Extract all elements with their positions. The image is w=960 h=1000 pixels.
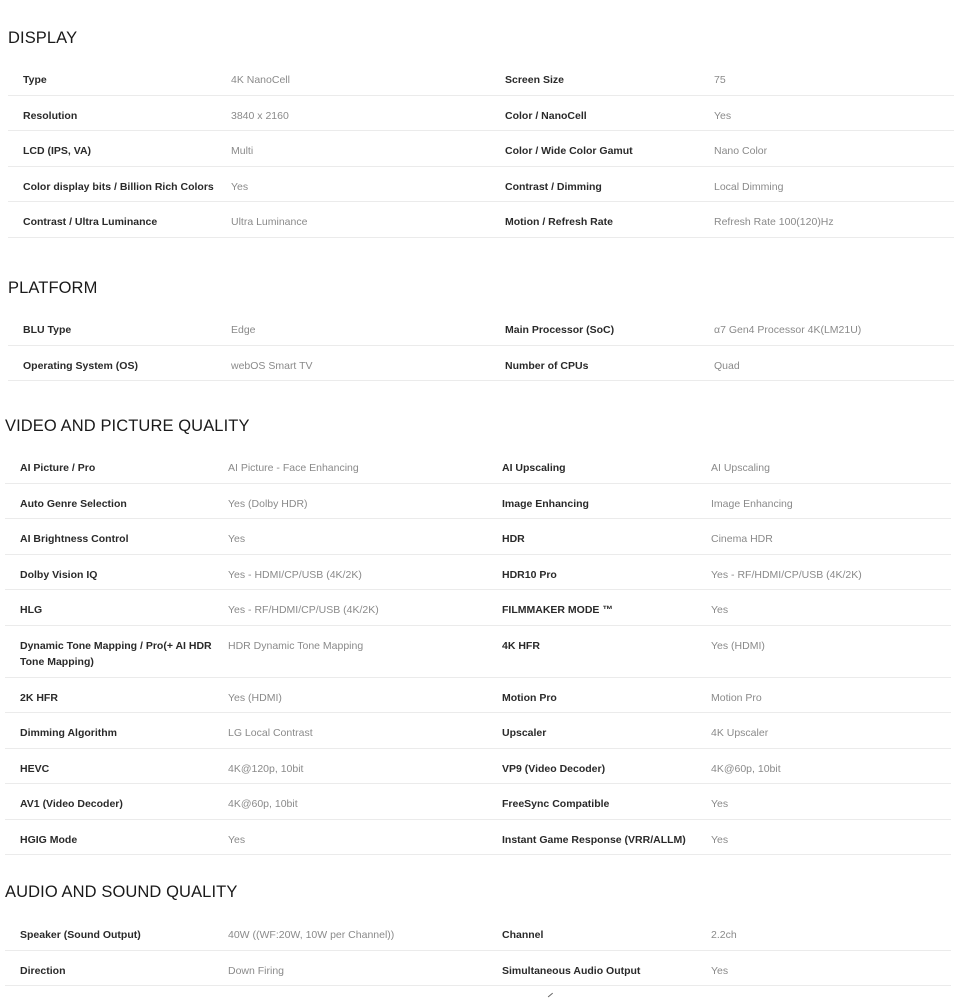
cutoff-glyph (548, 993, 556, 1000)
spec-label: AI Brightness Control (20, 533, 129, 545)
spec-row (5, 590, 951, 626)
spec-value: Motion Pro (711, 691, 762, 704)
spec-value: 4K@120p, 10bit (228, 762, 304, 775)
audio-spec-table (5, 915, 951, 986)
audio-section-title: AUDIO AND SOUND QUALITY (5, 883, 238, 901)
spec-value: AI Picture - Face Enhancing (228, 462, 359, 474)
spec-label: Dimming Algorithm (20, 727, 118, 739)
spec-value: Multi (231, 145, 254, 157)
spec-row (8, 131, 954, 167)
spec-row (8, 96, 954, 132)
spec-label: Contrast / Dimming (505, 180, 602, 193)
spec-value: Down Firing (228, 964, 285, 977)
spec-label: Motion / Refresh Rate (505, 216, 613, 228)
spec-row (5, 448, 951, 484)
spec-row (5, 678, 951, 714)
spec-label: Motion Pro (502, 691, 557, 704)
video-section-title: VIDEO AND PICTURE QUALITY (5, 417, 250, 435)
spec-label: Instant Game Response (VRR/ALLM) (502, 833, 686, 846)
spec-value: Ultra Luminance (231, 216, 308, 228)
spec-value: 40W ((WF:20W, 10W per Channel)) (228, 929, 395, 941)
spec-value: webOS Smart TV (231, 359, 313, 372)
video-spec-table (5, 448, 951, 855)
spec-label: Color display bits / Billion Rich Colors (23, 180, 214, 193)
spec-row (5, 713, 951, 749)
spec-value: Yes (711, 833, 729, 846)
spec-value: Nano Color (714, 145, 768, 157)
spec-row (5, 626, 951, 678)
spec-label: Simultaneous Audio Output (502, 964, 641, 977)
spec-label: HEVC (20, 762, 50, 775)
spec-label: HGIG Mode (20, 833, 78, 846)
display-spec-table (8, 60, 954, 238)
spec-value: Yes (711, 604, 729, 616)
spec-row (8, 346, 954, 382)
spec-value: 75 (714, 74, 726, 86)
spec-value: Yes - HDMI/CP/USB (4K/2K) (228, 568, 362, 581)
spec-value: Yes (231, 180, 249, 193)
spec-label: HLG (20, 604, 43, 616)
spec-value: HDR Dynamic Tone Mapping (228, 639, 364, 652)
spec-label: AV1 (Video Decoder) (20, 798, 123, 810)
spec-label: FILMMAKER MODE ™ (502, 604, 613, 616)
spec-value: Yes (HDMI) (711, 639, 765, 652)
spec-row (5, 915, 951, 951)
spec-row (8, 310, 954, 346)
spec-value: Yes - RF/HDMI/CP/USB (4K/2K) (711, 568, 862, 581)
spec-label: Direction (20, 964, 66, 977)
display-section-title: DISPLAY (8, 29, 78, 47)
spec-value: Yes (711, 798, 729, 810)
spec-value: Yes - RF/HDMI/CP/USB (4K/2K) (228, 604, 379, 616)
spec-row (5, 555, 951, 591)
spec-value: Yes (714, 109, 732, 122)
spec-value: Yes (711, 964, 729, 977)
spec-value: 3840 x 2160 (231, 109, 289, 122)
spec-value: AI Upscaling (711, 462, 770, 474)
spec-value: Refresh Rate 100(120)Hz (714, 216, 834, 228)
spec-value: Yes (228, 533, 246, 545)
spec-label: Main Processor (SoC) (505, 324, 615, 336)
platform-spec-table (8, 310, 954, 381)
spec-value: Quad (714, 359, 740, 372)
spec-label: VP9 (Video Decoder) (502, 762, 606, 775)
spec-label: Channel (502, 929, 544, 941)
spec-row (5, 484, 951, 520)
spec-label: Contrast / Ultra Luminance (23, 216, 158, 228)
platform-section-title: PLATFORM (8, 279, 98, 297)
spec-row (5, 784, 951, 820)
spec-label: Color / NanoCell (505, 109, 587, 122)
spec-value: 4K NanoCell (231, 74, 290, 86)
spec-label: Screen Size (505, 74, 564, 86)
spec-label: 2K HFR (20, 691, 58, 704)
spec-label: Operating System (OS) (23, 359, 138, 372)
spec-value: α7 Gen4 Processor 4K(LM21U) (714, 324, 862, 336)
spec-label: 4K HFR (502, 639, 540, 652)
spec-row (8, 167, 954, 203)
spec-label: BLU Type (23, 324, 72, 336)
spec-label: Auto Genre Selection (20, 497, 127, 510)
spec-label: Dolby Vision IQ (20, 568, 98, 581)
spec-label: LCD (IPS, VA) (23, 145, 92, 157)
spec-value: Local Dimming (714, 180, 784, 193)
spec-value: Cinema HDR (711, 533, 773, 545)
spec-label: Type (23, 74, 47, 86)
spec-value: 4K@60p, 10bit (711, 762, 781, 775)
spec-label: HDR10 Pro (502, 568, 557, 581)
spec-label: AI Upscaling (502, 462, 566, 474)
spec-row (5, 749, 951, 785)
spec-value: LG Local Contrast (228, 727, 313, 739)
spec-label: HDR (502, 533, 525, 545)
spec-row (5, 820, 951, 856)
spec-row (8, 60, 954, 96)
spec-row (5, 951, 951, 987)
spec-label: Speaker (Sound Output) (20, 929, 141, 941)
spec-row (8, 202, 954, 238)
spec-value: 4K Upscaler (711, 727, 769, 739)
spec-label: Image Enhancing (502, 497, 589, 510)
spec-label: Dynamic Tone Mapping / Pro(+ AI HDR Tone Mapping) (20, 639, 212, 668)
spec-value: 4K@60p, 10bit (228, 798, 298, 810)
spec-value: Yes (HDMI) (228, 691, 282, 704)
spec-value: Image Enhancing (711, 497, 793, 510)
spec-row (5, 519, 951, 555)
spec-label: Color / Wide Color Gamut (505, 145, 633, 157)
spec-value: Yes (Dolby HDR) (228, 497, 308, 510)
spec-value: Edge (231, 324, 256, 336)
spec-label: AI Picture / Pro (20, 462, 96, 474)
spec-label: Resolution (23, 109, 78, 122)
spec-label: FreeSync Compatible (502, 798, 610, 810)
spec-value: 2.2ch (711, 929, 737, 941)
spec-label: Upscaler (502, 727, 547, 739)
spec-value: Yes (228, 833, 246, 846)
spec-label: Number of CPUs (505, 359, 589, 372)
